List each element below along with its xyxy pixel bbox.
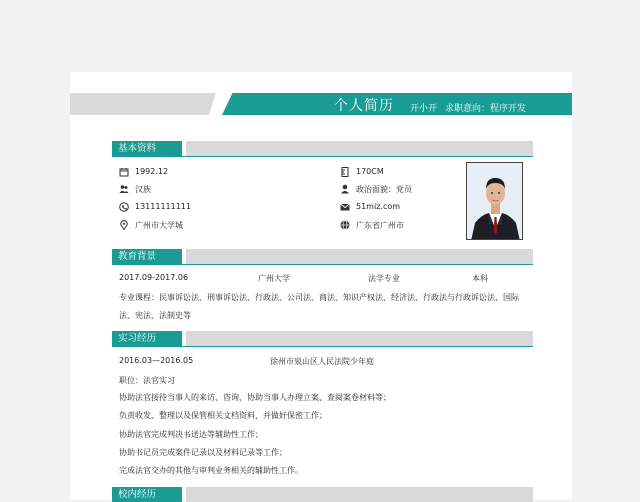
internship-position: 职位：法官实习 [119, 376, 175, 385]
calendar-icon [119, 167, 129, 177]
hometown: 广东省广州市 [356, 221, 404, 230]
section-internship-title: 实习经历 [112, 331, 182, 346]
education-period: 2017.09-2017.06 [119, 273, 189, 282]
height: 170CM [356, 167, 384, 176]
section-divider [112, 156, 533, 157]
section-internship [112, 331, 533, 346]
address: 广州市大学城 [135, 221, 183, 230]
header-grey-band [70, 93, 216, 115]
website: 51miz.com [356, 202, 401, 211]
section-basic-info [112, 141, 533, 156]
badge-icon [340, 184, 350, 194]
education-school: 广州大学 [258, 274, 290, 283]
section-bar-grey [186, 331, 533, 346]
section-basic-info-title: 基本资料 [112, 141, 182, 156]
political-status: 政治面貌：党员 [356, 185, 412, 194]
section-bar-grey [186, 141, 533, 156]
education-degree: 本科 [472, 274, 488, 283]
internship-duty: 负责收发、整理以及保管相关文档资料，并做好保密工作； [119, 411, 327, 420]
internship-duty: 协助书记员完成案件记录以及材料记录等工作； [119, 448, 287, 457]
section-bar-grey [186, 249, 533, 264]
section-campus-title: 校内经历 [112, 487, 182, 502]
internship-duty: 协助法官接待当事人的来访、咨询，协助当事人办理立案、查阅案卷材料等； [119, 393, 391, 402]
people-icon [119, 184, 129, 194]
education-major: 法学专业 [368, 274, 400, 283]
education-courses-line2: 法、宪法、法制史等 [119, 311, 191, 320]
phone-number: 13111111111 [135, 202, 191, 211]
job-intent: 求职意向：程序开发 [445, 104, 527, 114]
phone-icon [119, 202, 129, 212]
internship-duty: 协助法官完成判决书送达等辅助性工作； [119, 430, 263, 439]
birth-date: 1992.12 [135, 167, 169, 176]
internship-duty: 完成法官交办的其他与审判业务相关的辅助性工作。 [119, 466, 303, 475]
resume-title: 个人简历 [334, 97, 394, 113]
candidate-name: 开小开 [410, 104, 438, 114]
section-divider [112, 264, 533, 265]
ruler-icon [340, 167, 350, 177]
mail-icon [340, 202, 350, 212]
section-divider [112, 346, 533, 347]
internship-organization: 徐州市泉山区人民法院少年庭 [270, 357, 374, 366]
education-courses-line1: 专业课程：民事诉讼法、刑事诉讼法、行政法、公司法、商法、知识产权法、经济法、行政法与行政诉讼法、国际 [119, 293, 519, 302]
location-pin-icon [119, 220, 129, 230]
internship-period: 2016.03—2016.05 [119, 356, 194, 365]
globe-icon [340, 220, 350, 230]
profile-photo [466, 162, 523, 240]
section-education-title: 教育背景 [112, 249, 182, 264]
ethnicity: 汉族 [135, 185, 151, 194]
section-education [112, 249, 533, 264]
